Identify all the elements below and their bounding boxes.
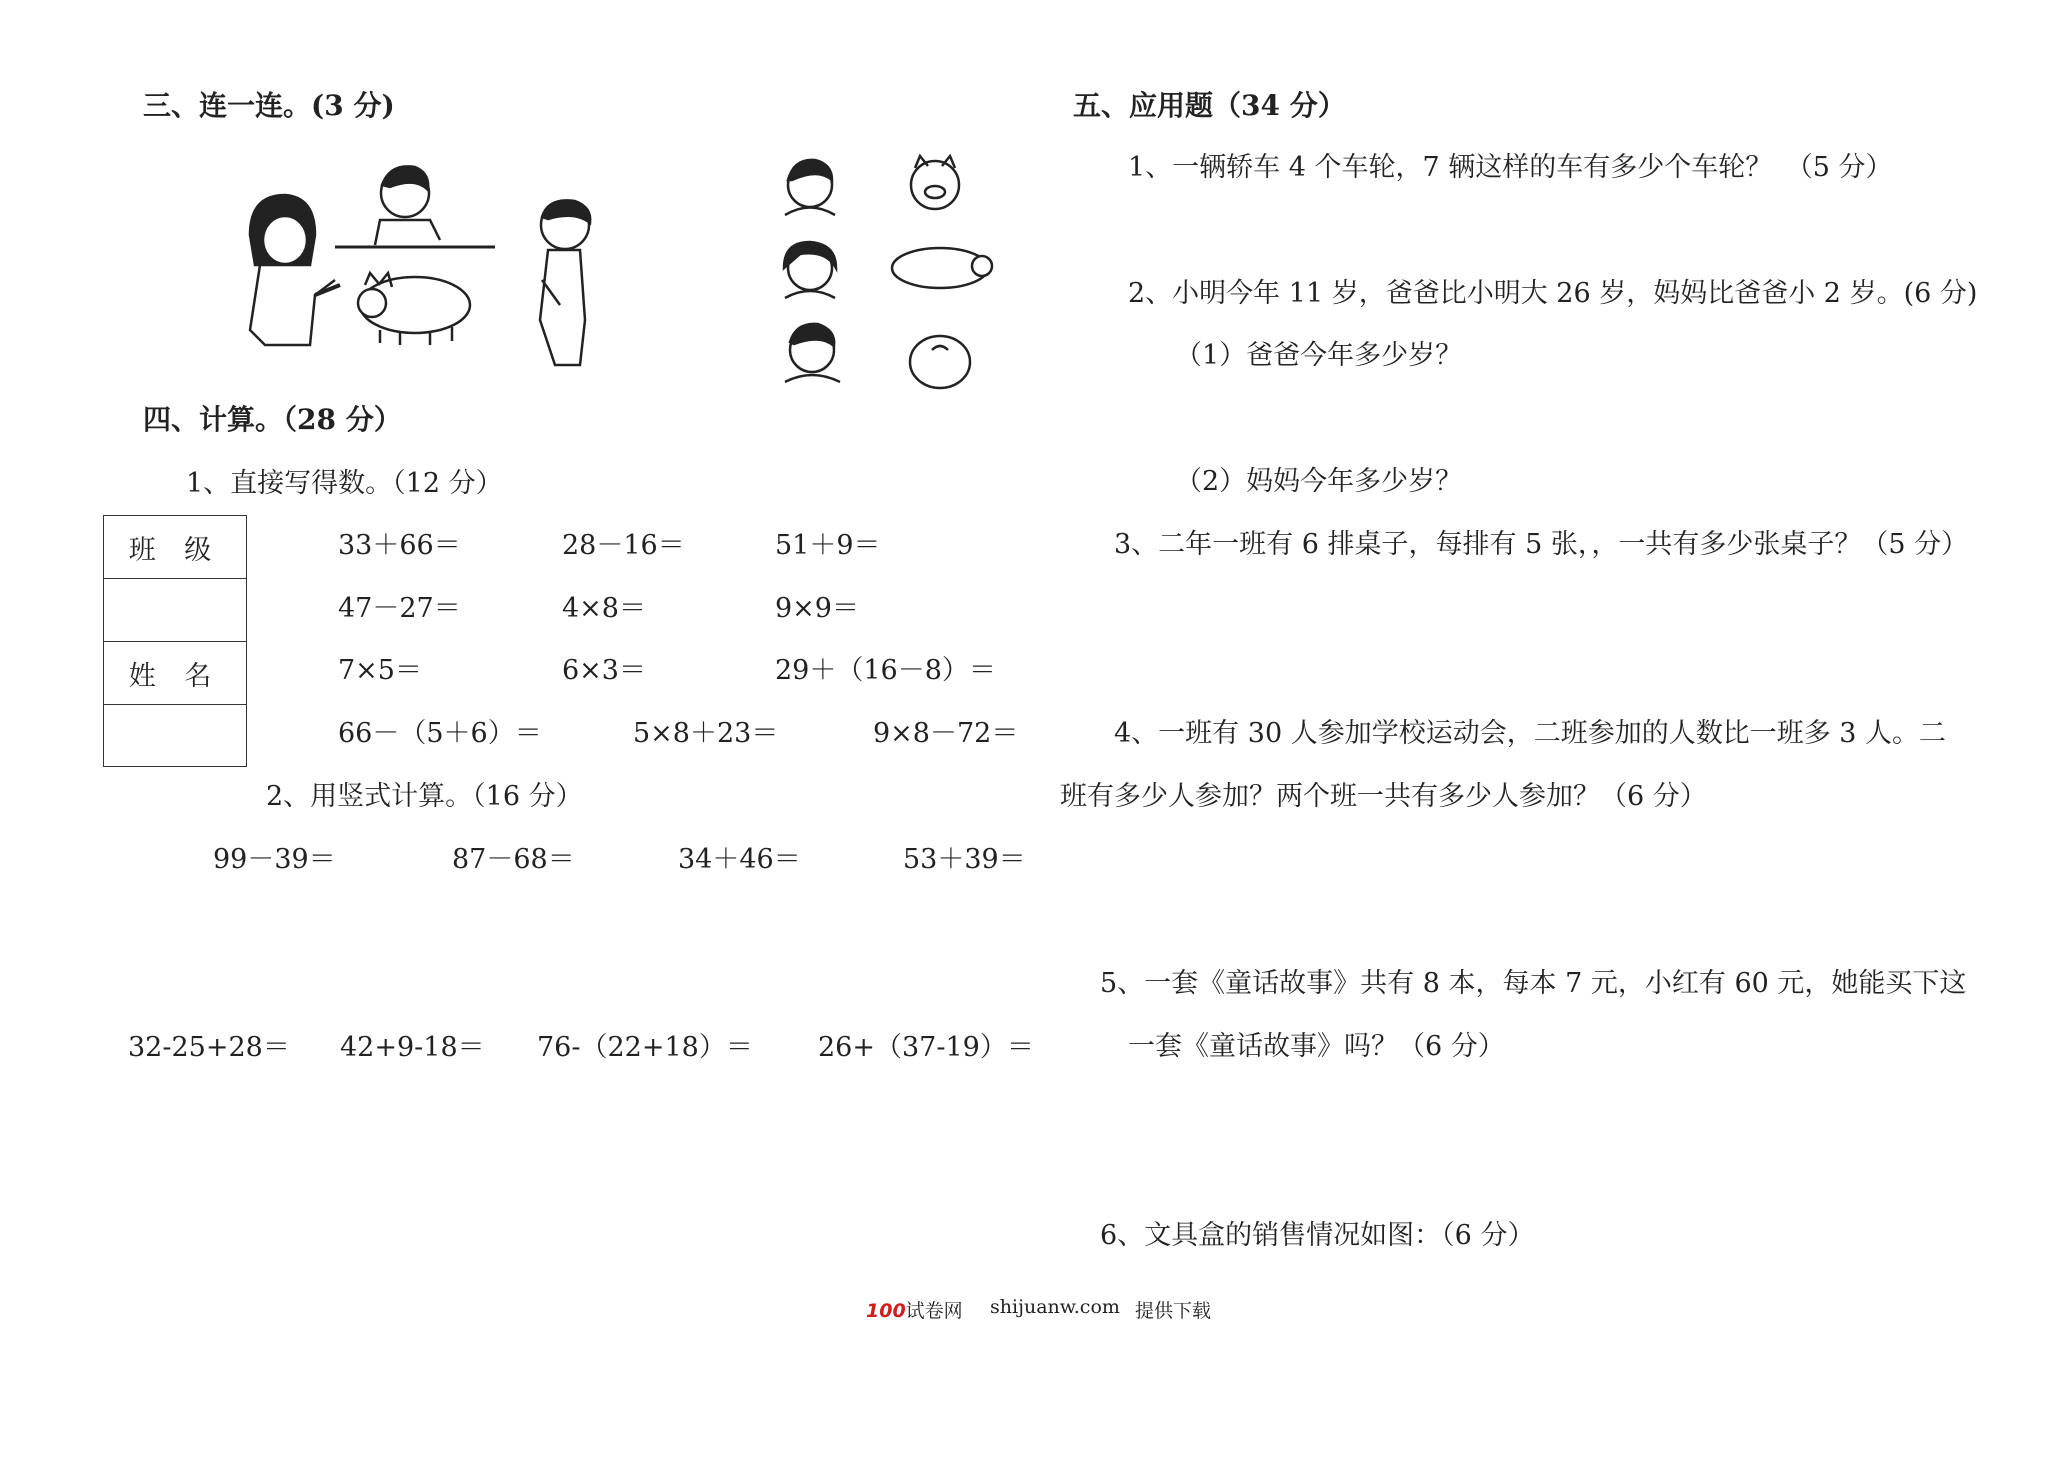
problem-2-part-2: （2）妈妈今年多少岁？ bbox=[1175, 466, 1463, 497]
calc-item: 29＋（16－8）＝ bbox=[775, 655, 996, 686]
logo-100: 100 bbox=[866, 1300, 906, 1322]
calc-item: 6×3＝ bbox=[562, 655, 646, 686]
mixed-calc-item: 26+（37-19）＝ bbox=[818, 1032, 1034, 1063]
kids-and-pig-illustration bbox=[230, 155, 610, 380]
calc-item: 4×8＝ bbox=[562, 593, 646, 624]
calc-item: 5×8＋23＝ bbox=[633, 718, 779, 749]
mixed-calc-item: 76-（22+18）＝ bbox=[537, 1032, 753, 1063]
matching-pictures-column bbox=[770, 150, 1000, 400]
section-5-title: 五、应用题（34 分） bbox=[1073, 89, 1346, 122]
vertical-calc-item: 34＋46＝ bbox=[678, 844, 801, 875]
calc-item: 51＋9＝ bbox=[775, 530, 881, 561]
footer-site-name: 试卷网 bbox=[905, 1300, 963, 1322]
class-name-table bbox=[103, 515, 247, 767]
problem-2: 2、小明今年 11 岁，爸爸比小明大 26 岁，妈妈比爸爸小 2 岁。(6 分) bbox=[1128, 278, 1978, 309]
problem-1: 1、一辆轿车 4 个车轮，7 辆这样的车有多少个车轮？ （5 分） bbox=[1128, 152, 1893, 183]
problem-6: 6、文具盒的销售情况如图：（6 分） bbox=[1100, 1220, 1535, 1251]
calc-item: 28－16＝ bbox=[562, 530, 685, 561]
problem-4-line-1: 4、一班有 30 人参加学校运动会，二班参加的人数比一班多 3 人。二 bbox=[1114, 718, 1947, 749]
name-answer-cell[interactable] bbox=[104, 705, 246, 768]
mixed-calc-item: 32-25+28＝ bbox=[128, 1032, 290, 1063]
problem-3: 3、二年一班有 6 排桌子，每排有 5 张，，一共有多少张桌子？（5 分） bbox=[1114, 529, 1969, 560]
section-3-title: 三、连一连。(3 分) bbox=[143, 89, 395, 122]
calc-item: 9×9＝ bbox=[775, 593, 859, 624]
calc-item: 7×5＝ bbox=[338, 655, 422, 686]
class-label: 班 级 bbox=[104, 516, 246, 579]
problem-5-line-2: 一套《童话故事》吗？（6 分） bbox=[1128, 1031, 1505, 1062]
problem-5-line-1: 5、一套《童话故事》共有 8 本，每本 7 元，小红有 60 元，她能买下这 bbox=[1100, 968, 1967, 999]
footer-logo bbox=[866, 1296, 963, 1323]
vertical-calc-item: 99－39＝ bbox=[213, 844, 336, 875]
calc-item: 9×8－72＝ bbox=[873, 718, 1019, 749]
footer-download: 提供下载 bbox=[1135, 1300, 1212, 1322]
mixed-calc-item: 42+9-18＝ bbox=[340, 1032, 485, 1063]
vertical-calc-item: 53＋39＝ bbox=[903, 844, 1026, 875]
calc-item: 33＋66＝ bbox=[338, 530, 461, 561]
name-label: 姓 名 bbox=[104, 642, 246, 705]
class-answer-cell[interactable] bbox=[104, 579, 246, 642]
vertical-calc-title: 2、用竖式计算。（16 分） bbox=[266, 781, 583, 812]
problem-2-part-1: （1）爸爸今年多少岁？ bbox=[1175, 340, 1463, 371]
direct-calc-title: 1、直接写得数。（12 分） bbox=[186, 468, 503, 499]
vertical-calc-item: 87－68＝ bbox=[452, 844, 575, 875]
problem-4-line-2: 班有多少人参加？两个班一共有多少人参加？（6 分） bbox=[1060, 781, 1707, 812]
footer-domain[interactable]: shijuanw.com bbox=[990, 1296, 1120, 1318]
calc-item: 66－（5＋6）＝ bbox=[338, 718, 542, 749]
calc-item: 47－27＝ bbox=[338, 593, 461, 624]
section-4-title: 四、计算。（28 分） bbox=[143, 403, 402, 436]
